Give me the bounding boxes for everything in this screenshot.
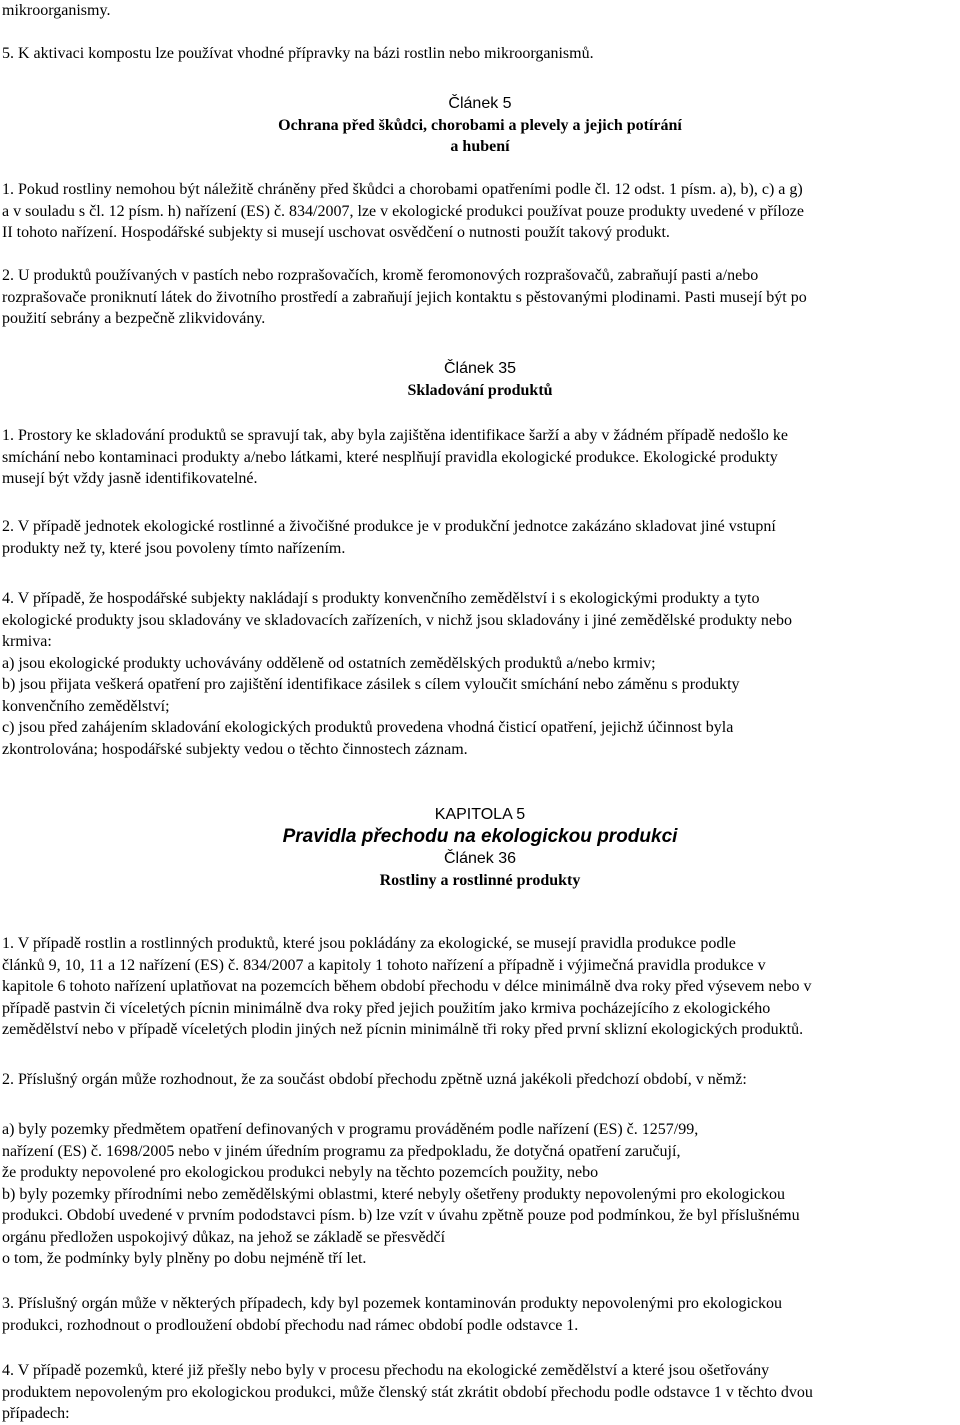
text-line: rozprašovače proniknutí látek do životního prostředí a zabraňují jejich kontaktu s pěstovanými plodinami. Pasti musejí být po [2, 289, 807, 306]
article-number: Článek 35 [443, 360, 517, 377]
text-line: produkci, rozhodnout o prodloužení období přechodu nad rámec období podle odstavce 1. [2, 1317, 579, 1334]
text-line: 1. Prostory ke skladování produktů se spravují tak, aby byla zajištěna identifikace šarží a aby v žádném případě nedošlo ke [2, 427, 788, 444]
text-line: b) jsou přijata veškerá opatření pro zajištění identifikace zásilek s cílem vyloučit smíchání nebo záměnu s produkty [2, 676, 740, 693]
text-line: 4. V případě, že hospodářské subjekty nakládají s produkty konvenčního zemědělství i s ekologickými produkty a tyto [2, 590, 760, 607]
text-line: smíchání nebo kontaminaci produkty a/nebo látkami, které nesplňují pravidla ekologické produkce. Ekologické produkty [2, 449, 778, 466]
text-line: produkty než ty, které jsou povoleny tímto nařízením. [2, 540, 346, 557]
text-line: orgánu předložen uspokojivý důkaz, na jehož se základě se přesvědčí [2, 1229, 446, 1246]
text-line: o tom, že podmínky byly plněny po dobu nejméně tří let. [2, 1250, 367, 1267]
text-line: zemědělství nebo v případě víceletých plodin jiných než pícnin minimálně tři roky před první sklizní ekologických produktů. [2, 1021, 804, 1038]
text-line: že produkty nepovolené pro ekologickou produkci nebyly na těchto pozemcích použity, nebo [2, 1164, 599, 1181]
text-line: konvenčního zemědělství; [2, 698, 170, 715]
text-line: a v souladu s čl. 12 písm. h) nařízení (ES) č. 834/2007, lze v ekologické produkci používat pouze produkty uvedené v příloze [2, 203, 805, 220]
text-line: zkontrolována; hospodářské subjekty vedou o těchto činnostech záznam. [2, 741, 468, 758]
chapter-number: KAPITOLA 5 [434, 806, 526, 823]
text-line: musejí být vždy jasně identifikovatelné. [2, 470, 258, 487]
text-line: 1. V případě rostlin a rostlinných produktů, které jsou pokládány za ekologické, se musejí pravidla produkce podle [2, 935, 736, 952]
text-line: krmiva: [2, 633, 52, 650]
text-line: 4. V případě pozemků, které již přešly nebo byly v procesu přechodu na ekologické zemědělství a které jsou ošetřovány [2, 1362, 770, 1379]
text-line: 5. K aktivaci kompostu lze používat vhodné přípravky na bázi rostlin nebo mikroorganismů. [2, 45, 594, 62]
text-line: 2. V případě jednotek ekologické rostlinné a živočišné produkce je v produkční jednotce zakázáno skladovat jiné vstupní [2, 518, 776, 535]
text-line: ekologické produkty jsou skladovány ve skladovacích zařízeních, v nichž jsou skladovány i jiné zemědělské produkty nebo [2, 612, 792, 629]
article-title: Skladování produktů [407, 382, 553, 399]
article-number: Článek 36 [443, 850, 517, 867]
text-line: případě pastvin či víceletých pícnin minimálně dva roky před jejich použitím jako krmiva pocházejícího z ekologického [2, 1000, 771, 1017]
text-line: mikroorganismy. [2, 2, 111, 19]
text-line: a) byly pozemky předmětem opatření definovaných v programu prováděném podle nařízení (ES) č. 1257/99, [2, 1121, 699, 1138]
text-line: produktem nepovoleným pro ekologickou produkci, může členský stát zkrátit období přechodu podle odstavce 1 v těchto dvou [2, 1384, 813, 1401]
text-line: produkci. Období uvedené v prvním pododstavci písm. b) lze vzít v úvahu zpětně pouze pod podmínkou, že byl příslušnému [2, 1207, 800, 1224]
text-line: II tohoto nařízení. Hospodářské subjekty si musejí uschovat osvědčení o nutnosti použít takový produkt. [2, 224, 670, 241]
text-line: případech: [2, 1405, 70, 1422]
text-line: b) byly pozemky přírodními nebo zemědělskými oblastmi, které nebyly ošetřeny produkty nepovolenými pro ekologickou [2, 1186, 785, 1203]
article-number: Článek 5 [448, 95, 512, 112]
text-line: a) jsou ekologické produkty uchovávány odděleně od ostatních zemědělských produktů a/nebo krmiv; [2, 655, 656, 672]
text-line: 3. Příslušný orgán může v některých případech, kdy byl pozemek kontaminován produkty nepovolenými pro ekologickou [2, 1295, 782, 1312]
text-line: použití sebrány a bezpečně zlikvidovány. [2, 310, 266, 327]
article-title: a hubení [450, 138, 510, 155]
text-line: 1. Pokud rostliny nemohou být náležitě chráněny před škůdci a chorobami opatřeními podle čl. 12 odst. 1 písm. a), b), c) a g) [2, 181, 803, 198]
text-line: nařízení (ES) č. 1698/2005 nebo v jiném úředním programu za předpokladu, že dotyčná opatření zaručují, [2, 1143, 681, 1160]
text-line: 2. Příslušný orgán může rozhodnout, že za součást období přechodu zpětně uzná jakékoli předchozí období, v němž: [2, 1071, 747, 1088]
chapter-title: Pravidla přechodu na ekologickou produkci [282, 826, 678, 847]
text-line: článků 9, 10, 11 a 12 nařízení (ES) č. 834/2007 a kapitoly 1 tohoto nařízení a případně i výjimečná pravidla produkce v [2, 957, 766, 974]
article-title: Ochrana před škůdci, chorobami a plevely a jejich potírání [278, 117, 682, 134]
text-line: 2. U produktů používaných v pastích nebo rozprašovačích, kromě feromonových rozprašovačů, zabraňují pasti a/nebo [2, 267, 759, 284]
article-title: Rostliny a rostlinné produkty [379, 872, 581, 889]
text-line: c) jsou před zahájením skladování ekologických produktů provedena vhodná čisticí opatření, jejichž účinnost byla [2, 719, 734, 736]
text-line: kapitole 6 tohoto nařízení uplatňovat na pozemcích během období přechodu v délce minimálně dva roky před výsevem nebo v [2, 978, 812, 995]
